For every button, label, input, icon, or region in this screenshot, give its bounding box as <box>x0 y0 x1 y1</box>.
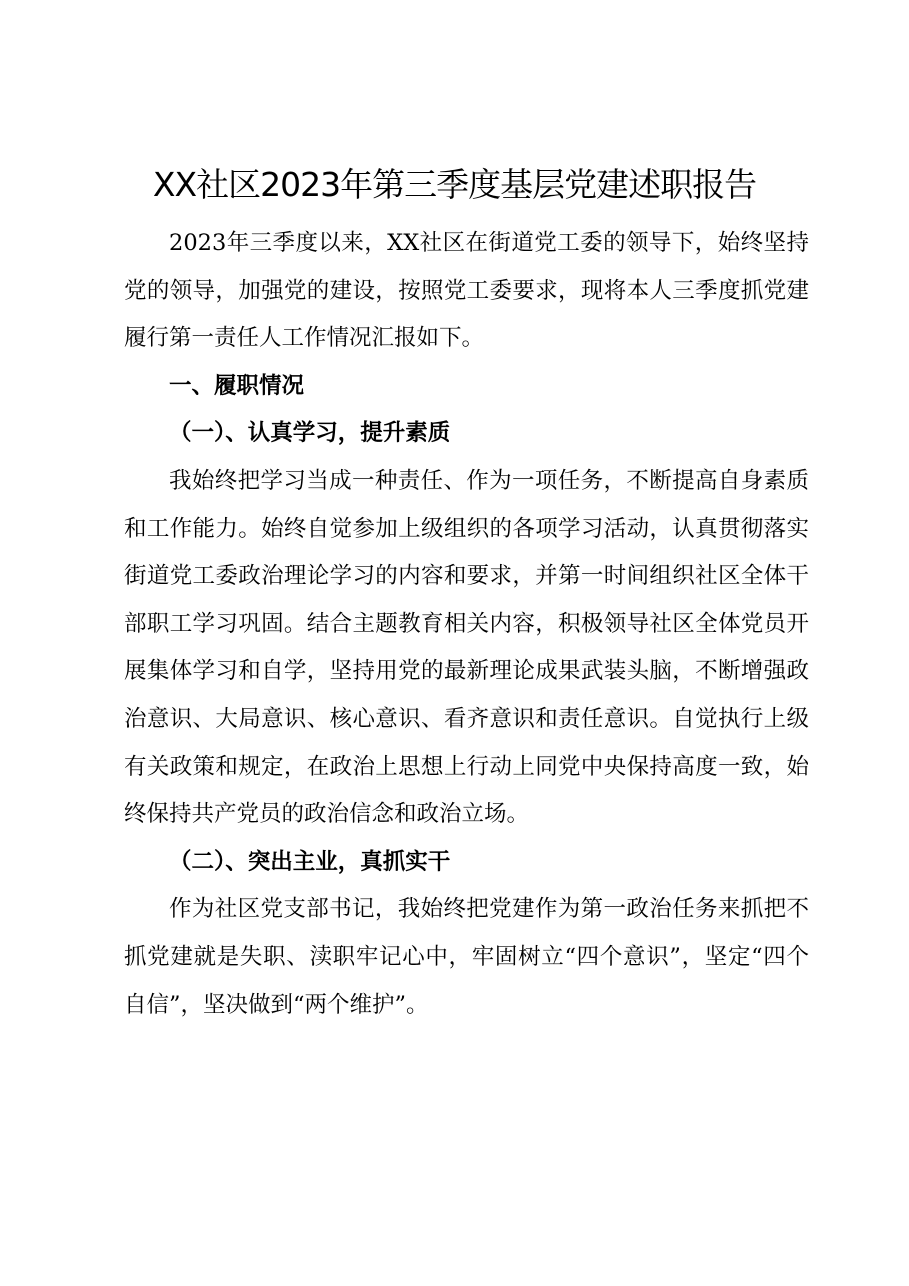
study-paragraph: 我始终把学习当成一种责任、作为一项任务，不断提高自身素质和工作能力。始终自觉参加上级组织的各项学习活动，认真贯彻落实街道党工委政治理论学习的内容和要求，并第一时间组织社区全体干部职工学习巩固。结合主题教育相关内容，积极领导社区全体党员开展集体学习和自学，坚持用党的最新理论成果武装头脑，不断增强政治意识、大局意识、核心意识、看齐意识和责任意识。自觉执行上级有关政策和规定，在政治上思想上行动上同党中央保持高度一致，始终保持共产党员的政治信念和政治立场。 <box>124 467 809 828</box>
document-body <box>124 220 809 1029</box>
main-work-paragraph: 作为社区党支部书记，我始终把党建作为第一政治任务来抓把不抓党建就是失职、渎职牢记心中，牢固树立“四个意识”，坚定“四个自信”，坚决做到“两个维护”。 <box>124 896 809 1018</box>
subsection-heading-study: （一）、认真学习，提升素质 <box>169 420 451 447</box>
subsection-heading-main-work: （二）、突出主业，真抓实干 <box>169 848 451 875</box>
section-heading-performance: 一、履职情况 <box>169 372 305 399</box>
document-title: XX社区2023年第三季度基层党建述职报告 <box>152 165 757 204</box>
intro-paragraph: 2023年三季度以来，XX社区在街道党工委的领导下，始终坚持党的领导，加强党的建设，按照党工委要求，现将本人三季度抓党建履行第一责任人工作情况汇报如下。 <box>124 230 809 352</box>
